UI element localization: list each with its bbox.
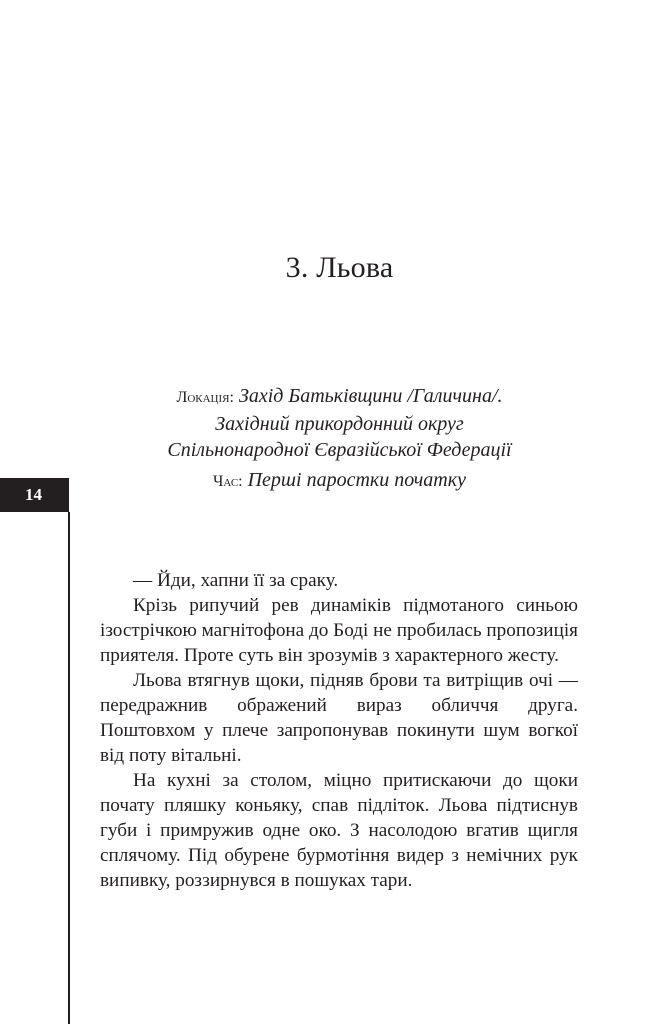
location-line-1	[100, 383, 579, 411]
margin-rule	[68, 512, 70, 1024]
time-label: Час:	[213, 473, 243, 490]
page-number	[0, 478, 69, 512]
location-value-1: Захід Батьківщини /Галичина/.	[238, 385, 503, 407]
chapter-title: 3. Льова	[285, 251, 394, 284]
location-label: Локація:	[176, 389, 234, 406]
paragraph-1: — Йди, хапни її за сраку.	[133, 570, 339, 591]
time-block	[100, 467, 579, 495]
location-value-2: Західний прикордонний округ	[215, 413, 464, 435]
paragraph-3: Льова втягнув щоки, підняв брови та витріщив очі — передражнив ображений вираз обличчя друга. Поштовхом у плече запропонував покинути шум вогкої від поту вітальні.	[100, 670, 578, 766]
body-text	[100, 568, 578, 893]
paragraph-2: Крізь рипучий рев динаміків підмотаного синьою ізострічкою магнітофона до Боді не пробилась пропозиція приятеля. Проте суть він зрозумів з характерного жесту.	[100, 595, 578, 666]
time-value: Перші паростки початку	[247, 469, 466, 491]
location-value-3: Спільнонародної Євразійської Федерації	[167, 439, 512, 461]
paragraph-4: На кухні за столом, міцно притискаючи до щоки почату пляшку коньяку, спав підліток. Льова підтиснув губи і примружив одне око. З насолодою вгатив щигля сплячому. Під обурене бурмотіння видер з немічних рук випивку, роззирнувся в пошуках тари.	[100, 770, 578, 891]
location-block	[100, 383, 579, 463]
page-number-text: 14	[25, 485, 42, 504]
